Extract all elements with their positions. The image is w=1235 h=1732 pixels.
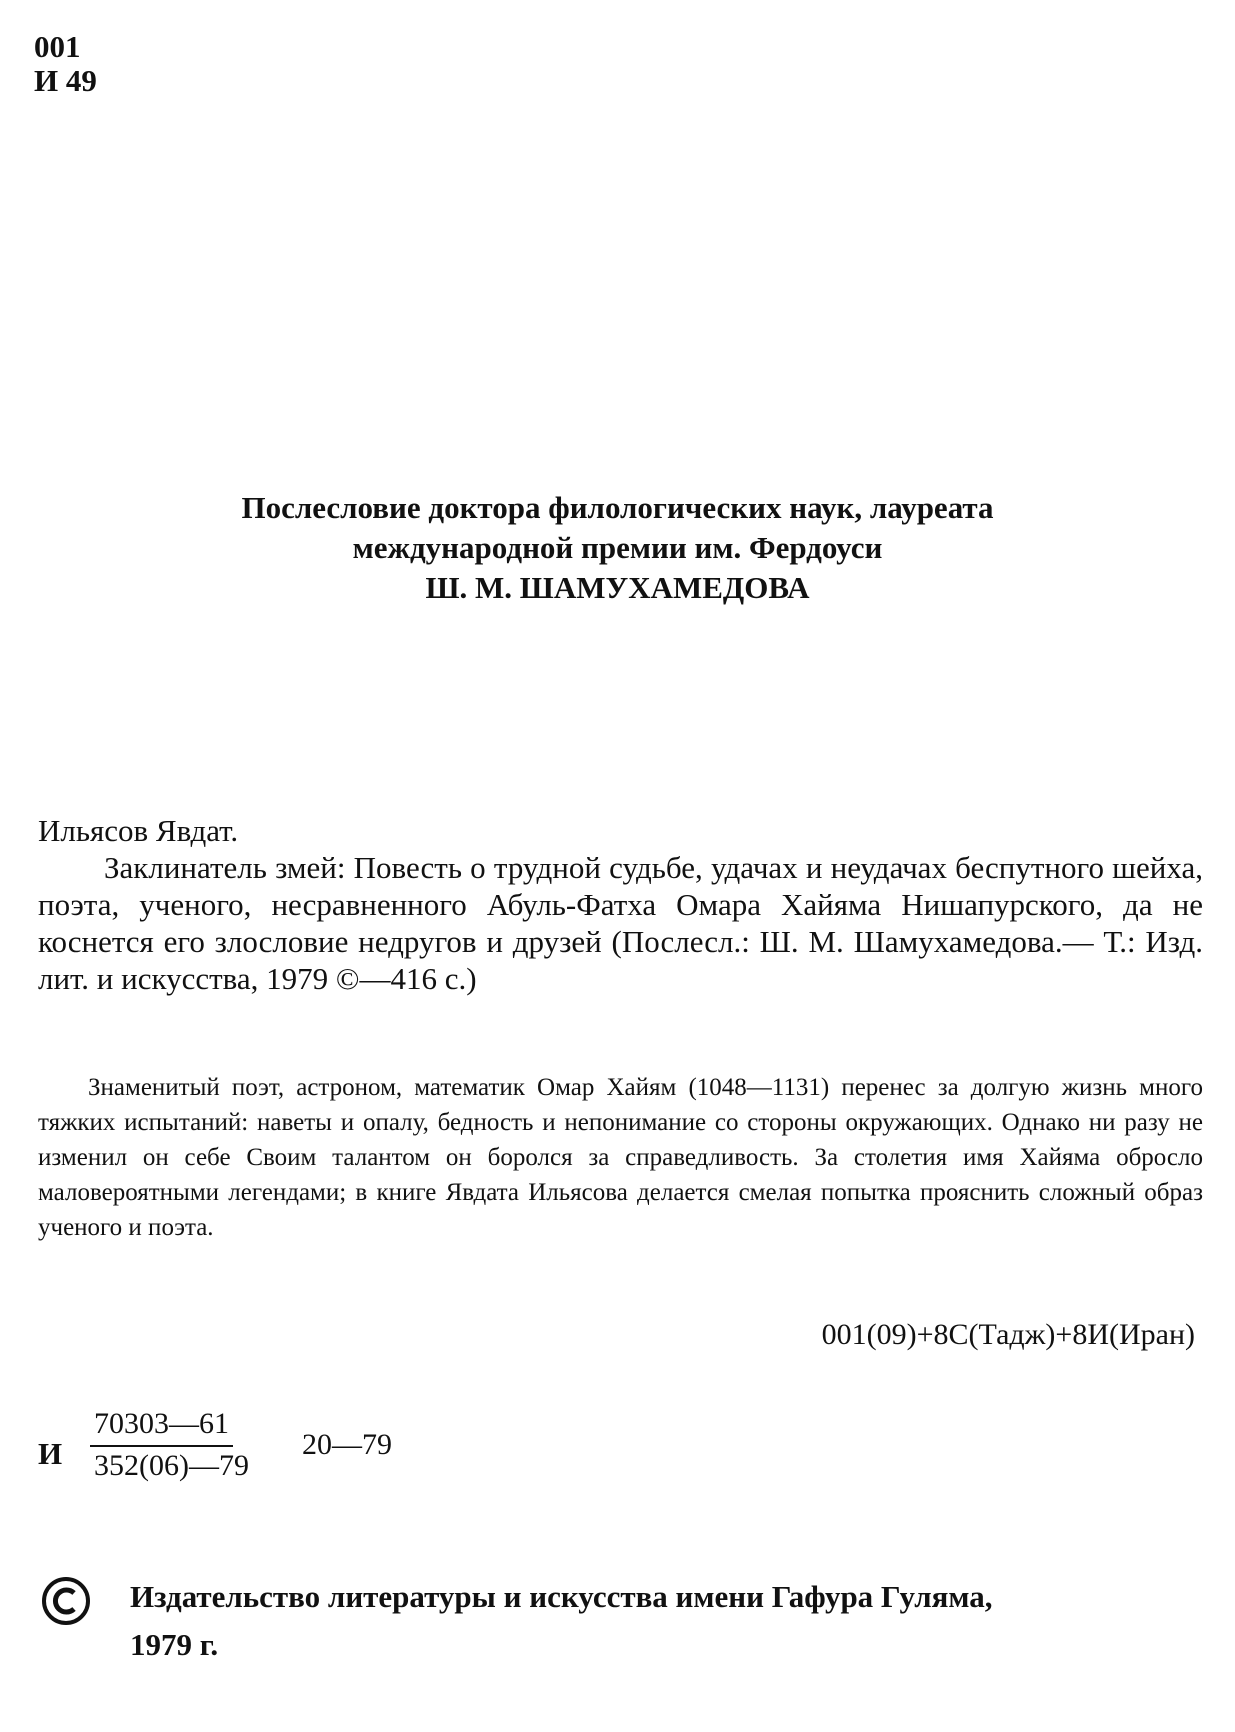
afterword-line-1: Послесловие доктора филологических наук, лауреата [241, 490, 994, 525]
afterword-line-3: Ш. М. ШАМУХАМЕДОВА [425, 570, 810, 605]
annotation-text: Знаменитый поэт, астроном, математик Омар Хайям (1048—1131) перенес за долгую жизнь много тяжких испытаний: наветы и опалу, бедность и непонимание со стороны окружающих. Однако ни разу не изменил он себе Своим талантом он боролся за справедливость. За столетия имя Хайяма обросло маловероятными легендами; в книге Явдата Ильясова делается смелая попытка прояснить сложный образ ученого и поэта. [38, 1074, 1203, 1241]
author-name: Ильясов Явдат. [38, 813, 239, 848]
afterword-credit [0, 488, 1235, 608]
copyright-icon [40, 1575, 92, 1627]
publisher-line-2: 1979 г. [130, 1627, 219, 1662]
publisher-line-1: Издательство литературы и искусства имени Гафура Гуляма, [130, 1579, 993, 1614]
classification-code: 001(09)+8С(Тадж)+8И(Иран) [821, 1318, 1195, 1351]
udc-code [34, 30, 97, 98]
book-description: Заклинатель змей: Повесть о трудной судьбе, удачах и неудачах беспутного шейха, поэта, ученого, несравненного Абуль-Фатха Омара Хайяма Нишапурского, да не коснется его злословие недругов и друзей (Послесл.: Ш. М. Шамухамедова.— Т.: Изд. лит. и искусства, 1979 ©—416 с.) [38, 850, 1203, 996]
index-numerator: 70303—61 [90, 1405, 233, 1447]
udc-line-2: И 49 [34, 63, 97, 98]
publisher-info [130, 1573, 993, 1669]
bibliographic-entry [38, 812, 1203, 997]
index-fraction [90, 1405, 253, 1485]
index-denominator: 352(06)—79 [94, 1449, 249, 1482]
index-tail: 20—79 [302, 1428, 392, 1461]
index-letter: И [38, 1436, 63, 1471]
afterword-line-2: международной премии им. Фердоуси [352, 530, 883, 565]
udc-line-1: 001 [34, 29, 81, 64]
